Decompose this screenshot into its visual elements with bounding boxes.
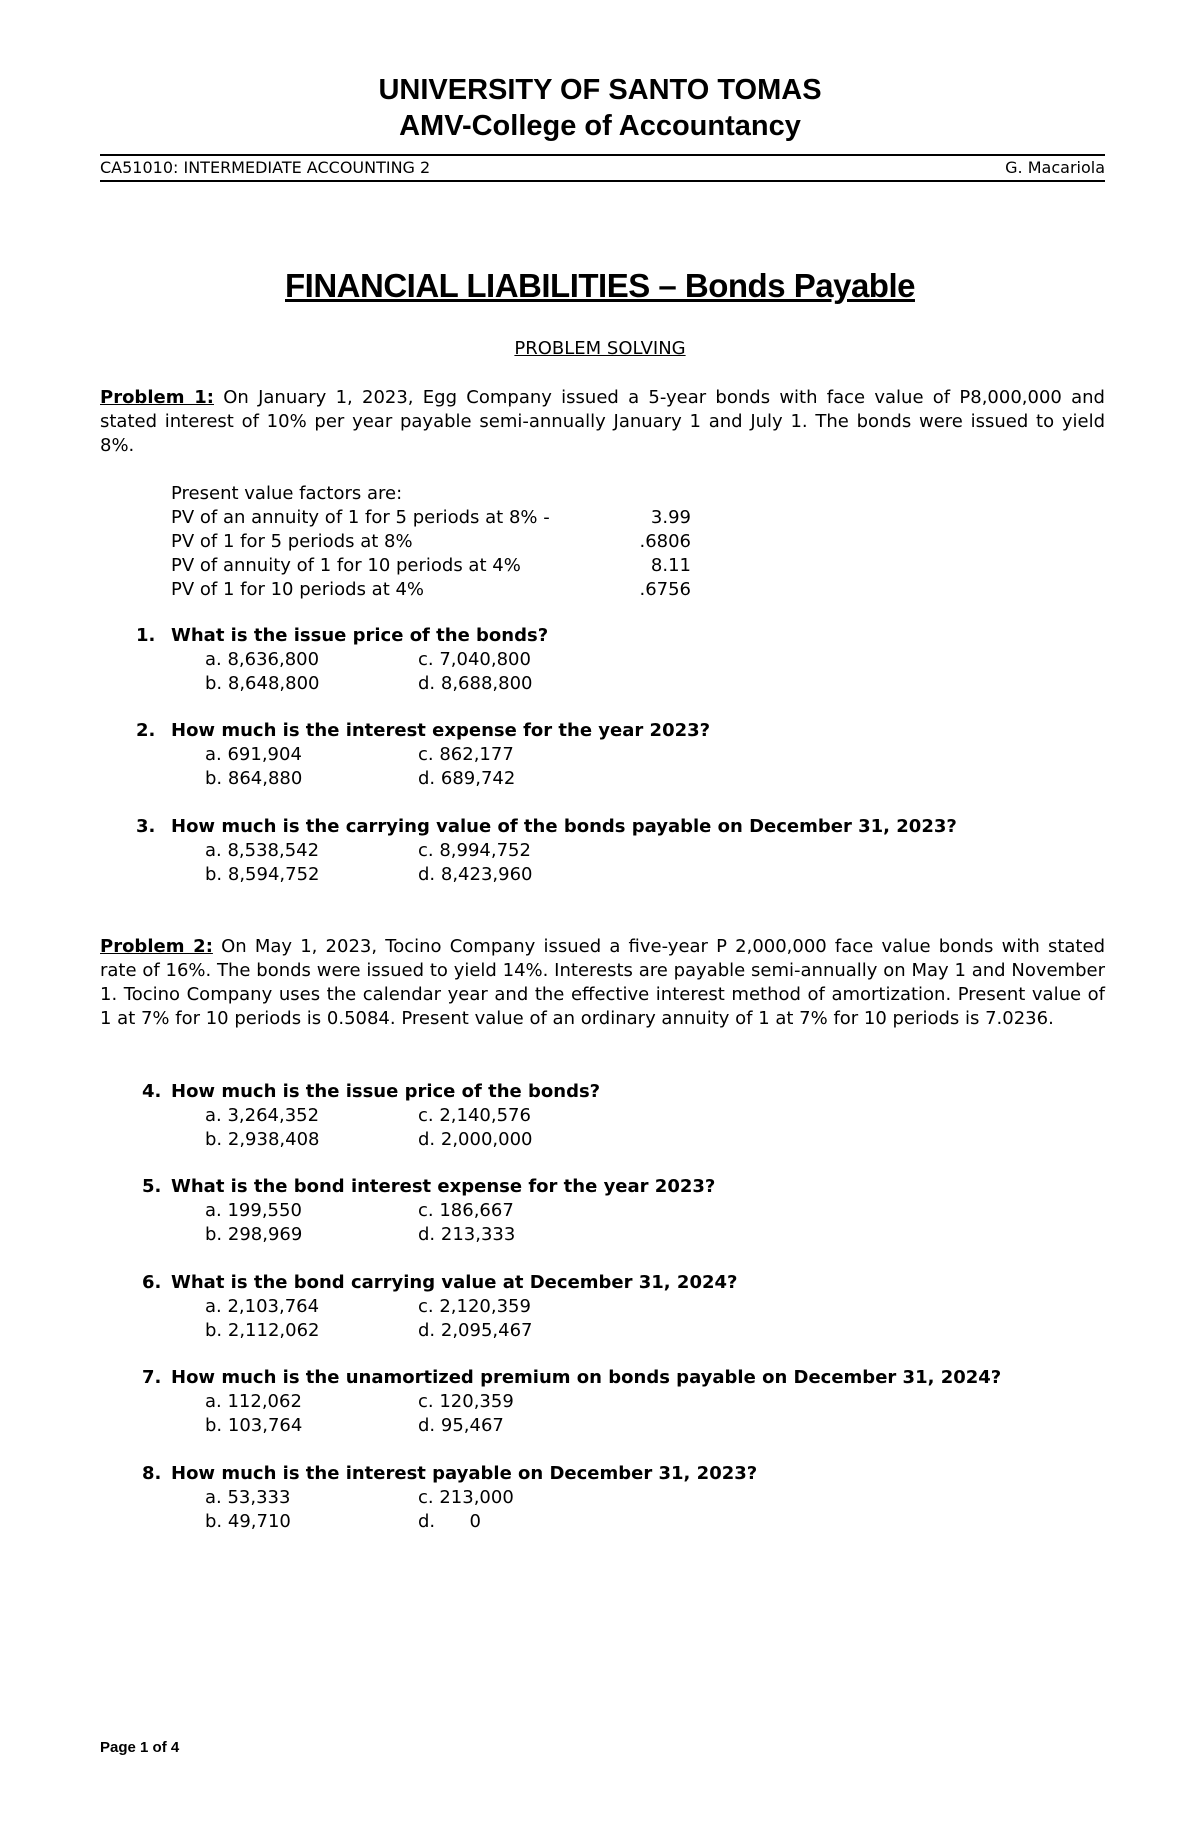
question-5	[0, 1175, 1200, 1247]
pv-factor-label: PV of an annuity of 1 for 5 periods at 8% -	[171, 507, 550, 528]
option-a: a. 199,550	[205, 1200, 302, 1221]
pv-factor-label: PV of annuity of 1 for 10 periods at 4%	[171, 555, 521, 576]
pv-factor-label: PV of 1 for 10 periods at 4%	[171, 579, 425, 600]
pv-factors-heading: Present value factors are:	[171, 483, 403, 504]
question-number: 4.	[142, 1081, 162, 1102]
question-number: 3.	[136, 816, 156, 837]
option-d: d. 2,095,467	[418, 1320, 533, 1341]
option-d: d. 95,467	[418, 1415, 504, 1436]
option-c: c. 120,359	[418, 1391, 514, 1412]
question-text: How much is the issue price of the bonds?	[171, 1081, 601, 1102]
option-a: a. 2,103,764	[205, 1296, 320, 1317]
question-number: 2.	[136, 720, 156, 741]
option-a: a. 112,062	[205, 1391, 302, 1412]
option-b: b. 8,594,752	[205, 864, 320, 885]
option-d: d. 213,333	[418, 1224, 516, 1245]
pv-factor-value: 3.99	[650, 507, 691, 528]
option-c: c. 2,140,576	[418, 1105, 531, 1126]
option-b: b. 298,969	[205, 1224, 303, 1245]
option-a: a. 8,538,542	[205, 840, 320, 861]
problem-2-paragraph	[100, 935, 1105, 1031]
question-7	[0, 1366, 1200, 1438]
problem-2-text: On May 1, 2023, Tocino Company issued a five-year P 2,000,000 face value bonds with stated rate of 16%. The bonds were issued to yield 14%. Interests are payable semi-annually on May 1 and November 1. Tocino Company uses the calendar year and the effective interest method of amortization. Present value of 1 at 7% for 10 periods is 0.5084. Present value of an ordinary annuity of 1 at 7% for 10 periods is 7.0236.	[100, 936, 1105, 1029]
option-a: a. 53,333	[205, 1487, 291, 1508]
question-text: What is the bond carrying value at December 31, 2024?	[171, 1272, 738, 1293]
college-name: AMV-College of Accountancy	[399, 110, 801, 142]
option-a: a. 3,264,352	[205, 1105, 320, 1126]
author-name: G. Macariola	[1005, 158, 1105, 177]
question-text: What is the issue price of the bonds?	[171, 625, 549, 646]
question-text: How much is the unamortized premium on bonds payable on December 31, 2024?	[171, 1367, 1002, 1388]
question-number: 5.	[142, 1176, 162, 1197]
option-c: c. 2,120,359	[418, 1296, 531, 1317]
option-d: d. 8,688,800	[418, 673, 533, 694]
question-number: 8.	[142, 1463, 162, 1484]
problem-2-label: Problem 2:	[100, 936, 213, 957]
question-text: What is the bond interest expense for the year 2023?	[171, 1176, 716, 1197]
option-c: c. 7,040,800	[418, 649, 531, 670]
option-c: c. 186,667	[418, 1200, 514, 1221]
question-6	[0, 1271, 1200, 1343]
option-c: c. 862,177	[418, 744, 514, 765]
option-b: b. 2,112,062	[205, 1320, 320, 1341]
pv-factor-row	[171, 554, 691, 578]
pv-factor-value: .6806	[639, 531, 691, 552]
question-text: How much is the interest expense for the year 2023?	[171, 720, 711, 741]
option-c: c. 213,000	[418, 1487, 514, 1508]
question-number: 6.	[142, 1272, 162, 1293]
question-text: How much is the interest payable on December 31, 2023?	[171, 1463, 758, 1484]
option-b: b. 8,648,800	[205, 673, 320, 694]
section-subtitle: PROBLEM SOLVING	[514, 338, 686, 359]
option-d: d. 2,000,000	[418, 1129, 533, 1150]
problem-1-paragraph	[100, 386, 1105, 458]
page-number-footer: Page 1 of 4	[100, 1739, 180, 1756]
pv-factor-value: .6756	[639, 579, 691, 600]
question-3	[0, 815, 1200, 887]
pv-factor-row	[171, 530, 691, 554]
pv-factor-value: 8.11	[650, 555, 691, 576]
question-1	[0, 624, 1200, 696]
question-text: How much is the carrying value of the bonds payable on December 31, 2023?	[171, 816, 957, 837]
pv-factor-row	[171, 578, 691, 602]
option-b: b. 49,710	[205, 1511, 291, 1532]
course-code: CA51010: INTERMEDIATE ACCOUNTING 2	[100, 158, 431, 177]
pv-factor-label: PV of 1 for 5 periods at 8%	[171, 531, 413, 552]
option-b: b. 103,764	[205, 1415, 303, 1436]
question-number: 1.	[136, 625, 156, 646]
option-d: d. 8,423,960	[418, 864, 533, 885]
problem-1-label: Problem 1:	[100, 387, 214, 408]
option-b: b. 864,880	[205, 768, 303, 789]
option-a: a. 691,904	[205, 744, 302, 765]
option-d: d. 0	[418, 1511, 481, 1532]
page-title: FINANCIAL LIABILITIES – Bonds Payable	[285, 267, 915, 304]
header-bottom-rule	[100, 180, 1105, 182]
university-name: UNIVERSITY OF SANTO TOMAS	[378, 74, 822, 106]
pv-factors-block	[171, 482, 691, 602]
option-d: d. 689,742	[418, 768, 516, 789]
problem-1-text: On January 1, 2023, Egg Company issued a 5-year bonds with face value of P8,000,000 and stated interest of 10% per year payable semi-annually January 1 and July 1. The bonds were issued to yield 8%.	[100, 387, 1105, 456]
question-number: 7.	[142, 1367, 162, 1388]
option-b: b. 2,938,408	[205, 1129, 320, 1150]
option-c: c. 8,994,752	[418, 840, 531, 861]
header-top-rule	[100, 154, 1105, 156]
pv-factor-row	[171, 506, 691, 530]
question-2	[0, 719, 1200, 791]
question-8	[0, 1462, 1200, 1534]
question-4	[0, 1080, 1200, 1152]
option-a: a. 8,636,800	[205, 649, 320, 670]
